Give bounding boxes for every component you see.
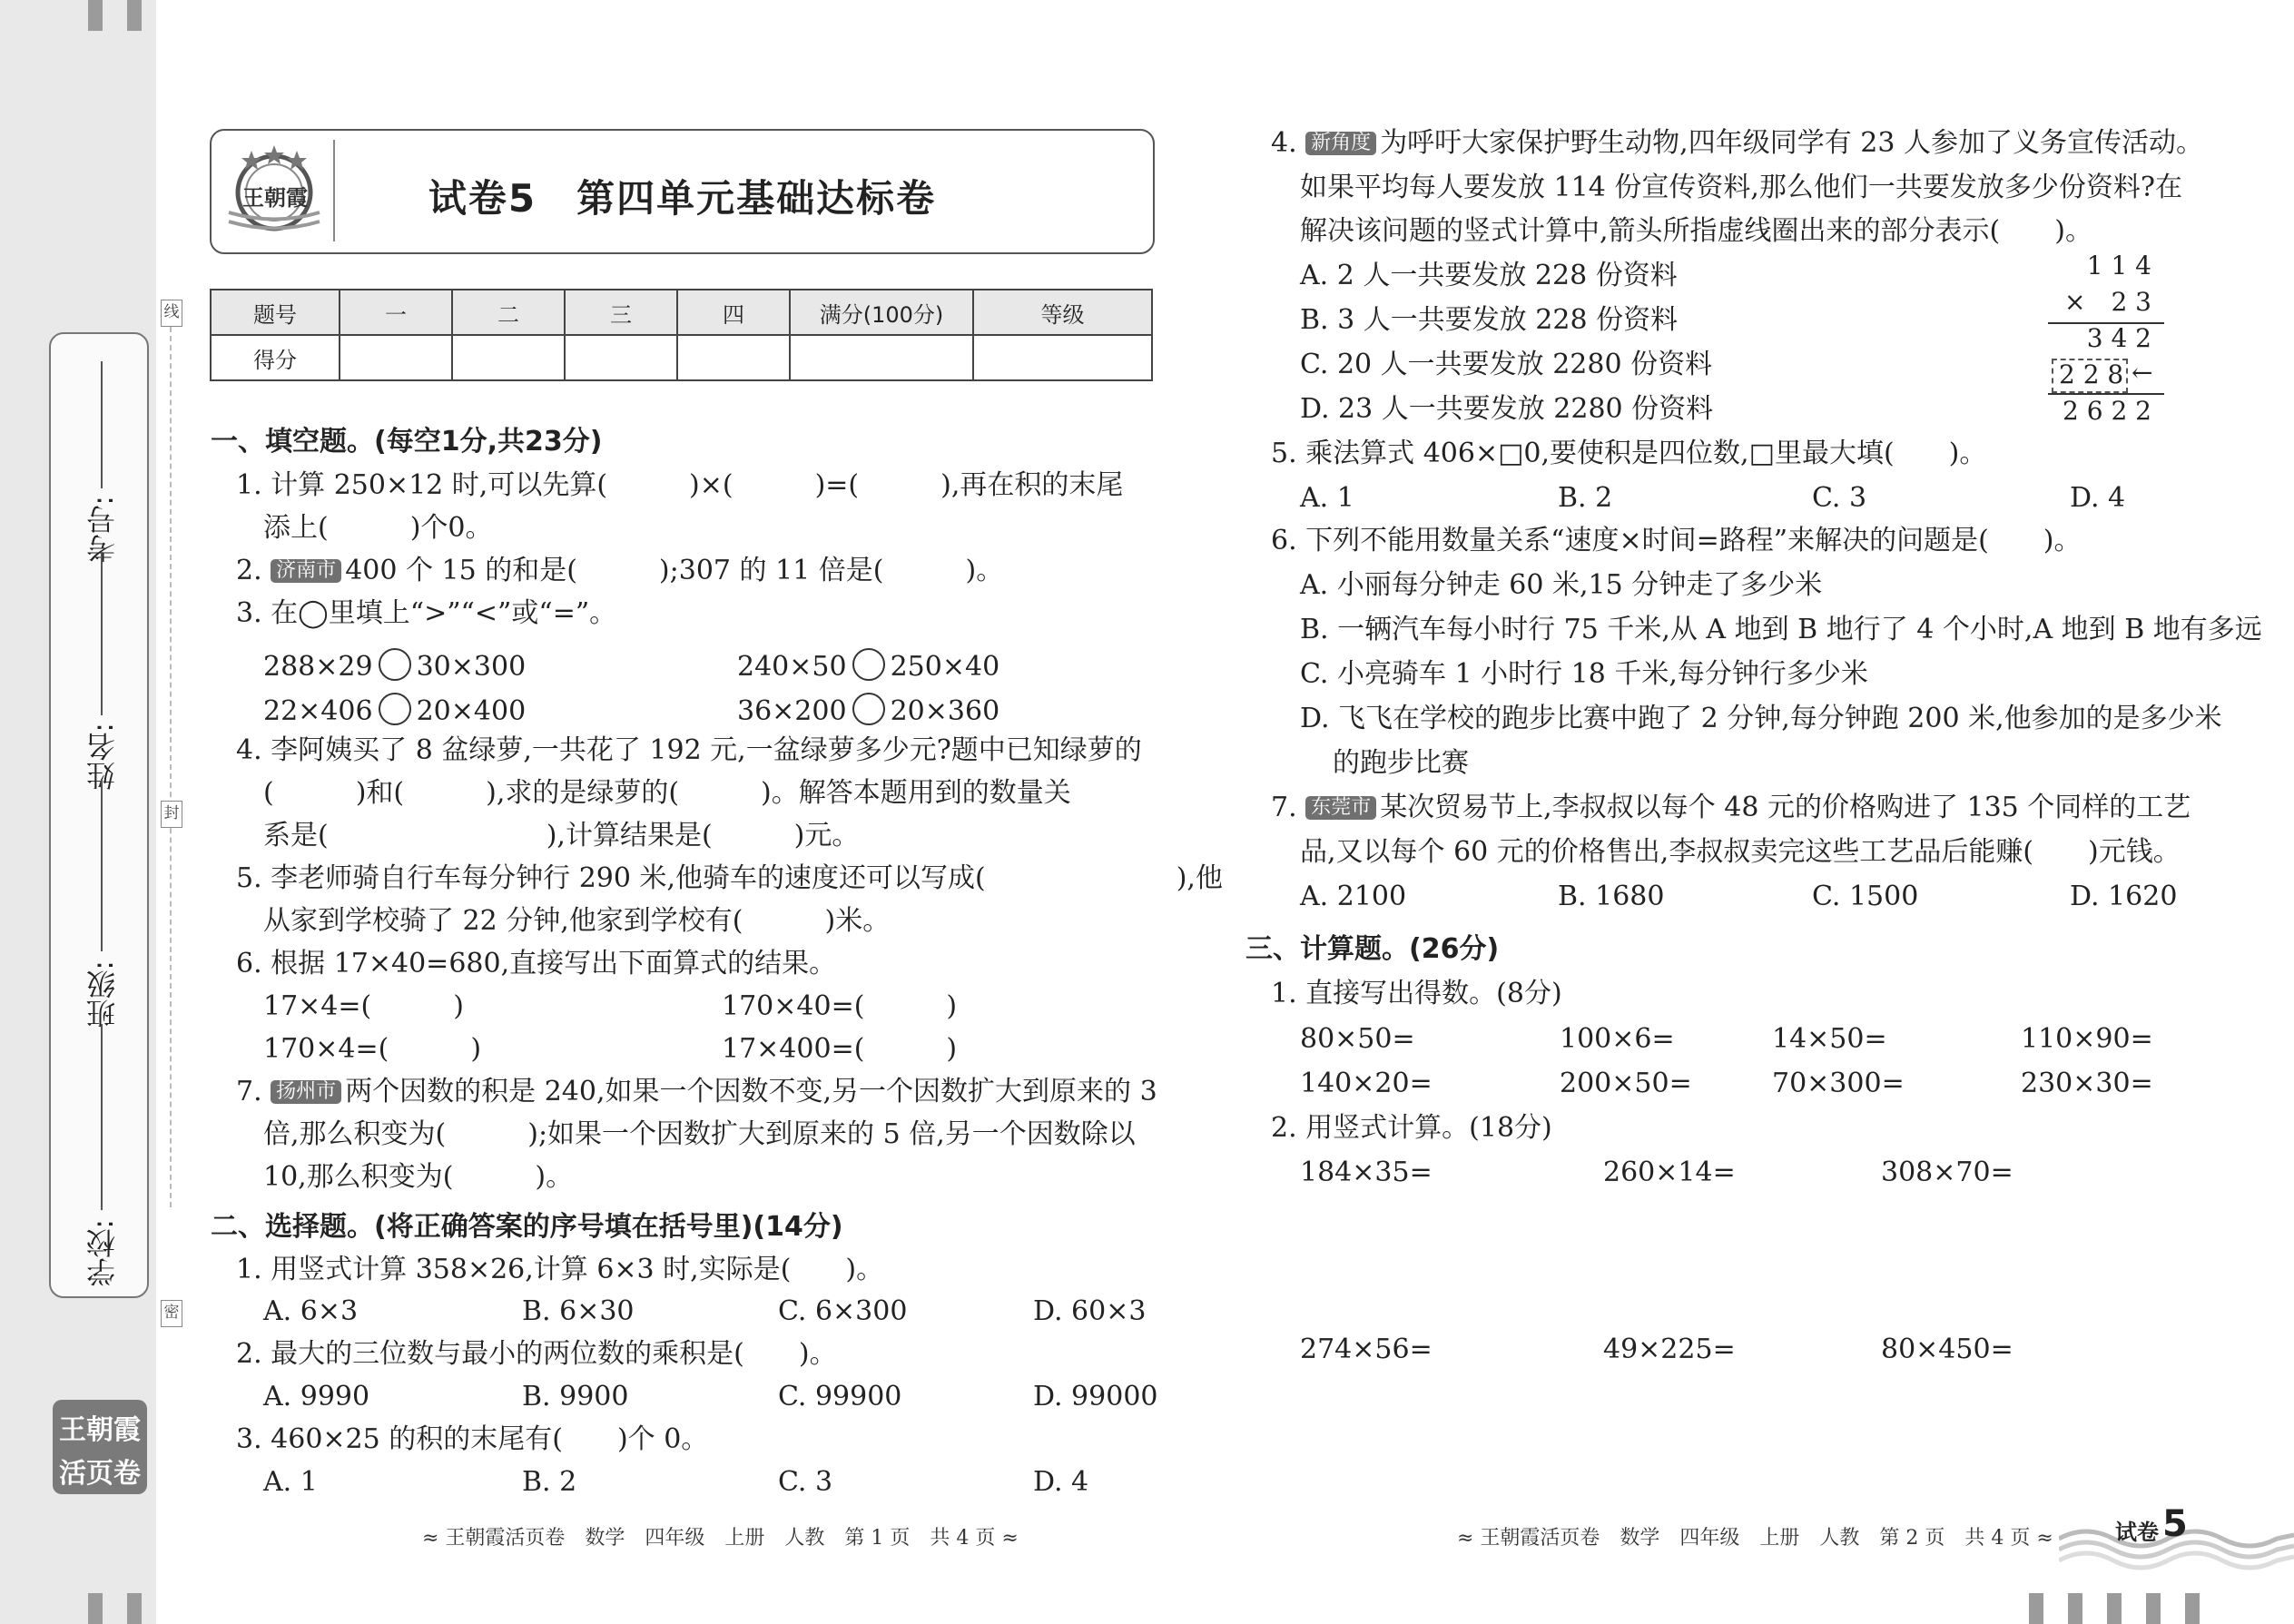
option: C. 20 人一共要发放 2280 份资料 — [1300, 349, 1713, 380]
q1-line-a: 1. 计算 250×12 时,可以先算( )×( )=( ),再在积的末尾 — [236, 469, 1124, 501]
score-cell: 等级 — [973, 290, 1152, 335]
binder-mark — [2029, 1593, 2043, 1624]
option: B. 2 — [522, 1466, 577, 1498]
q6: 6. 根据 17×40=680,直接写出下面算式的结果。 — [236, 948, 837, 979]
calc-item: 308×70= — [1881, 1156, 2013, 1188]
q4-line-b: ( )和( ),求的是绿萝的( )。解答本题用到的数量关 — [263, 777, 1071, 809]
title-box — [210, 129, 1155, 254]
calc-item: 80×50= — [1300, 1023, 1415, 1055]
calc-item: 184×35= — [1300, 1156, 1433, 1188]
c4-line-a: 4. 新角度 为呼吁大家保护野生动物,四年级同学有 23 人参加了义务宣传活动。 — [1271, 127, 2203, 159]
q7-line-b: 倍,那么积变为( );如果一个因数扩大到原来的 5 倍,另一个因数除以 — [263, 1118, 1136, 1150]
option: D. 4 — [2070, 482, 2126, 514]
page-label: 试卷 — [2115, 1520, 2159, 1545]
q6-item: 17×4=( ) — [263, 990, 464, 1022]
class-label: 班级: — [85, 960, 120, 1029]
binder-mark — [2107, 1593, 2122, 1624]
c7-text: 某次贸易节上,李叔叔以每个 48 元的价格购进了 135 个同样的工艺 — [1380, 792, 2191, 823]
name-line — [101, 552, 103, 715]
exam-no-label: 考号: — [85, 496, 120, 564]
binder-mark — [2068, 1593, 2082, 1624]
calc-item: 49×225= — [1603, 1334, 1736, 1365]
option: B. 2 — [1558, 482, 1613, 514]
c4-line-c: 解决该问题的竖式计算中,箭头所指虚线圈出来的部分表示( )。 — [1300, 215, 2092, 247]
calc-item: 100×6= — [1560, 1023, 1675, 1055]
q3-left: 288×29 — [263, 651, 373, 683]
school-line — [101, 1024, 103, 1210]
option: C. 99900 — [778, 1381, 902, 1412]
q3-left: 22×406 — [263, 695, 373, 727]
score-cell[interactable] — [790, 335, 973, 380]
section-1-title: 一、填空题。(每空1分,共23分) — [211, 426, 603, 458]
option: A. 小丽每分钟走 60 米,15 分钟走了多少米 — [1300, 569, 1823, 601]
option: B. 6×30 — [522, 1295, 635, 1327]
q4-line-c: 系是( ),计算结果是( )元。 — [263, 820, 860, 851]
seal-seal-mark: 封 — [161, 801, 182, 828]
score-value-row — [211, 335, 1152, 380]
page-number: 5 — [2162, 1503, 2188, 1545]
q3-right: 20×360 — [890, 695, 1000, 727]
c6: 6. 下列不能用数量关系“速度×时间=路程”来解决的问题是( )。 — [1271, 525, 2082, 556]
option: D. 4 — [1033, 1466, 1089, 1498]
score-cell[interactable] — [340, 335, 452, 380]
page-title: 试卷5 第四单元基础达标卷 — [428, 176, 937, 221]
brand-top-text: 王朝霞 — [59, 1414, 141, 1446]
option: B. 一辆汽车每小时行 75 千米,从 A 地到 B 地行了 4 个小时,A 地到 B 地有多远 — [1300, 614, 2262, 645]
calc-row: 2 6 2 2 — [2063, 396, 2151, 426]
q3-left: 36×200 — [737, 695, 847, 727]
section-2-title: 二、选择题。(将正确答案的序号填在括号里)(14分) — [211, 1211, 843, 1243]
calc-item: 260×14= — [1603, 1156, 1736, 1188]
seal-secret-mark: 密 — [161, 1300, 182, 1327]
option: D. 99000 — [1033, 1381, 1158, 1412]
q4-line-a: 4. 李阿姨买了 8 盆绿萝,一共花了 192 元,一盆绿萝多少元?题中已知绿萝的 — [236, 734, 1142, 766]
vertical-calculation — [2043, 250, 2170, 431]
score-table — [210, 289, 1153, 381]
q3-right: 30×300 — [416, 651, 527, 683]
calc-row: 3 4 2 — [2086, 323, 2151, 353]
score-cell[interactable] — [973, 335, 1152, 380]
c3: 3. 460×25 的积的末尾有( )个 0。 — [236, 1423, 709, 1455]
score-cell: 三 — [565, 290, 677, 335]
option: D. 飞飞在学校的跑步比赛中跑了 2 分钟,每分钟跑 200 米,他参加的是多少米 — [1300, 703, 2222, 734]
section-3-title: 三、计算题。(26分) — [1245, 933, 1500, 965]
k1: 1. 直接写出得数。(8分) — [1271, 978, 1562, 1009]
score-cell: 四 — [677, 290, 790, 335]
score-cell: 题号 — [211, 290, 340, 335]
binder-mark — [88, 0, 103, 31]
region-tag: 东莞市 — [1305, 796, 1376, 820]
option: A. 1 — [1300, 482, 1354, 514]
option: C. 小亮骑车 1 小时行 18 千米,每分钟行多少米 — [1300, 658, 1868, 690]
q3-right: 20×400 — [416, 695, 527, 727]
option: C. 3 — [1812, 482, 1867, 514]
region-tag: 扬州市 — [271, 1080, 341, 1104]
calc-row: × 2 3 — [2064, 287, 2151, 317]
q3-left: 240×50 — [737, 651, 847, 683]
class-line — [101, 779, 103, 951]
calc-item: 80×450= — [1881, 1334, 2013, 1365]
seal-line-mark: 线 — [161, 300, 182, 327]
q3: 3. 在◯里填上“>”“<”或“=”。 — [236, 597, 617, 629]
q7-line-a: 7. 扬州市 两个因数的积是 240,如果一个因数不变,另一个因数扩大到原来的 3 — [236, 1076, 1157, 1107]
q7-line-c: 10,那么积变为( )。 — [263, 1161, 574, 1193]
footer-left: ≈ 王朝霞活页卷 数学 四年级 上册 人教 第 1 页 共 4 页 ≈ — [422, 1527, 1019, 1550]
calc-row: 1 1 4 — [2086, 251, 2151, 281]
compare-circle[interactable] — [379, 693, 411, 725]
compare-circle[interactable] — [379, 648, 411, 681]
c4-text: 为呼吁大家保护野生动物,四年级同学有 23 人参加了义务宣传活动。 — [1380, 127, 2203, 159]
compare-circle[interactable] — [852, 693, 885, 725]
option: C. 6×300 — [778, 1295, 908, 1327]
q1-line-b: 添上( )个0。 — [263, 512, 493, 544]
calc-rule — [2048, 393, 2164, 395]
option: B. 1680 — [1558, 881, 1665, 912]
score-cell: 一 — [340, 290, 452, 335]
name-label: 姓名: — [85, 723, 120, 791]
score-cell[interactable] — [677, 335, 790, 380]
cut-line — [170, 327, 172, 1207]
calc-item: 70×300= — [1772, 1068, 1905, 1099]
q6-item: 170×40=( ) — [722, 990, 958, 1022]
option: B. 9900 — [522, 1381, 629, 1412]
option: A. 6×3 — [263, 1295, 359, 1327]
option: D. 1620 — [2070, 881, 2178, 912]
region-tag: 济南市 — [271, 559, 341, 583]
option: C. 1500 — [1812, 881, 1919, 912]
option: C. 3 — [778, 1466, 833, 1498]
c5: 5. 乘法算式 406×□0,要使积是四位数,□里最大填( )。 — [1271, 438, 1987, 469]
option: A. 2 人一共要发放 228 份资料 — [1300, 260, 1678, 291]
option: D. 60×3 — [1033, 1295, 1147, 1327]
school-label: 学校: — [85, 1219, 120, 1287]
brand-bottom-text: 活页卷 — [59, 1458, 141, 1490]
k2: 2. 用竖式计算。(18分) — [1271, 1112, 1552, 1144]
option: B. 3 人一共要发放 228 份资料 — [1300, 304, 1679, 336]
new-angle-tag: 新角度 — [1305, 132, 1376, 155]
q3-item — [263, 693, 526, 725]
exam-no-line — [101, 361, 103, 488]
q2-text: 400 个 15 的和是( );307 的 11 倍是( )。 — [345, 555, 1004, 586]
score-cell[interactable] — [452, 335, 565, 380]
logo-text: 王朝霞 — [242, 184, 308, 211]
option-continued: 的跑步比赛 — [1333, 747, 1469, 779]
calc-item: 200×50= — [1560, 1068, 1692, 1099]
calc-item: 230×30= — [2021, 1068, 2153, 1099]
c4-line-b: 如果平均每人要发放 114 份宣传资料,那么他们一共要发放多少份资料?在 — [1300, 172, 2182, 203]
calc-item: 274×56= — [1300, 1334, 1433, 1365]
footer-right: ≈ 王朝霞活页卷 数学 四年级 上册 人教 第 2 页 共 4 页 ≈ — [1457, 1527, 2053, 1550]
binder-mark — [88, 1593, 103, 1624]
binder-mark — [127, 0, 142, 31]
option: D. 23 人一共要发放 2280 份资料 — [1300, 393, 1714, 425]
q5-line-b: 从家到学校骑了 22 分钟,他家到学校有( )米。 — [263, 905, 891, 937]
q6-item: 170×4=( ) — [263, 1033, 482, 1065]
c2: 2. 最大的三位数与最小的两位数的乘积是( )。 — [236, 1338, 837, 1370]
binder-mark — [2185, 1593, 2200, 1624]
calc-row: 2 2 8 — [2059, 359, 2124, 389]
c7-line-b: 品,又以每个 60 元的价格售出,李叔叔卖完这些工艺品后能赚( )元钱。 — [1300, 836, 2181, 868]
q7-text: 两个因数的积是 240,如果一个因数不变,另一个因数扩大到原来的 3 — [345, 1076, 1157, 1107]
brand-logo — [53, 1400, 147, 1494]
binder-mark — [127, 1593, 142, 1624]
q3-item — [737, 693, 999, 725]
score-header-row — [211, 290, 1152, 335]
score-cell: 满分(100分) — [790, 290, 973, 335]
q3-right: 250×40 — [890, 651, 1000, 683]
q3-item — [263, 648, 526, 681]
option: A. 1 — [263, 1466, 318, 1498]
student-info-box — [49, 332, 149, 1298]
score-cell: 得分 — [211, 335, 340, 380]
calc-item: 110×90= — [2021, 1023, 2153, 1055]
option: A. 2100 — [1300, 881, 1407, 912]
calc-item: 14×50= — [1772, 1023, 1887, 1055]
q2: 2. 济南市 400 个 15 的和是( );307 的 11 倍是( )。 — [236, 555, 1004, 586]
calc-item: 140×20= — [1300, 1068, 1433, 1099]
score-cell[interactable] — [565, 335, 677, 380]
option: A. 9990 — [263, 1381, 370, 1412]
q5-line-a: 5. 李老师骑自行车每分钟行 290 米,他骑车的速度还可以写成( ),他 — [236, 862, 1223, 894]
arrow-icon: ← — [2132, 358, 2153, 388]
c1: 1. 用竖式计算 358×26,计算 6×3 时,实际是( )。 — [236, 1254, 884, 1285]
q3-item — [737, 648, 999, 681]
c7-line-a: 7. 东莞市 某次贸易节上,李叔叔以每个 48 元的价格购进了 135 个同样的工艺 — [1271, 792, 2191, 823]
compare-circle[interactable] — [852, 648, 885, 681]
binder-mark — [2146, 1593, 2161, 1624]
score-cell: 二 — [452, 290, 565, 335]
q6-item: 17×400=( ) — [722, 1033, 958, 1065]
